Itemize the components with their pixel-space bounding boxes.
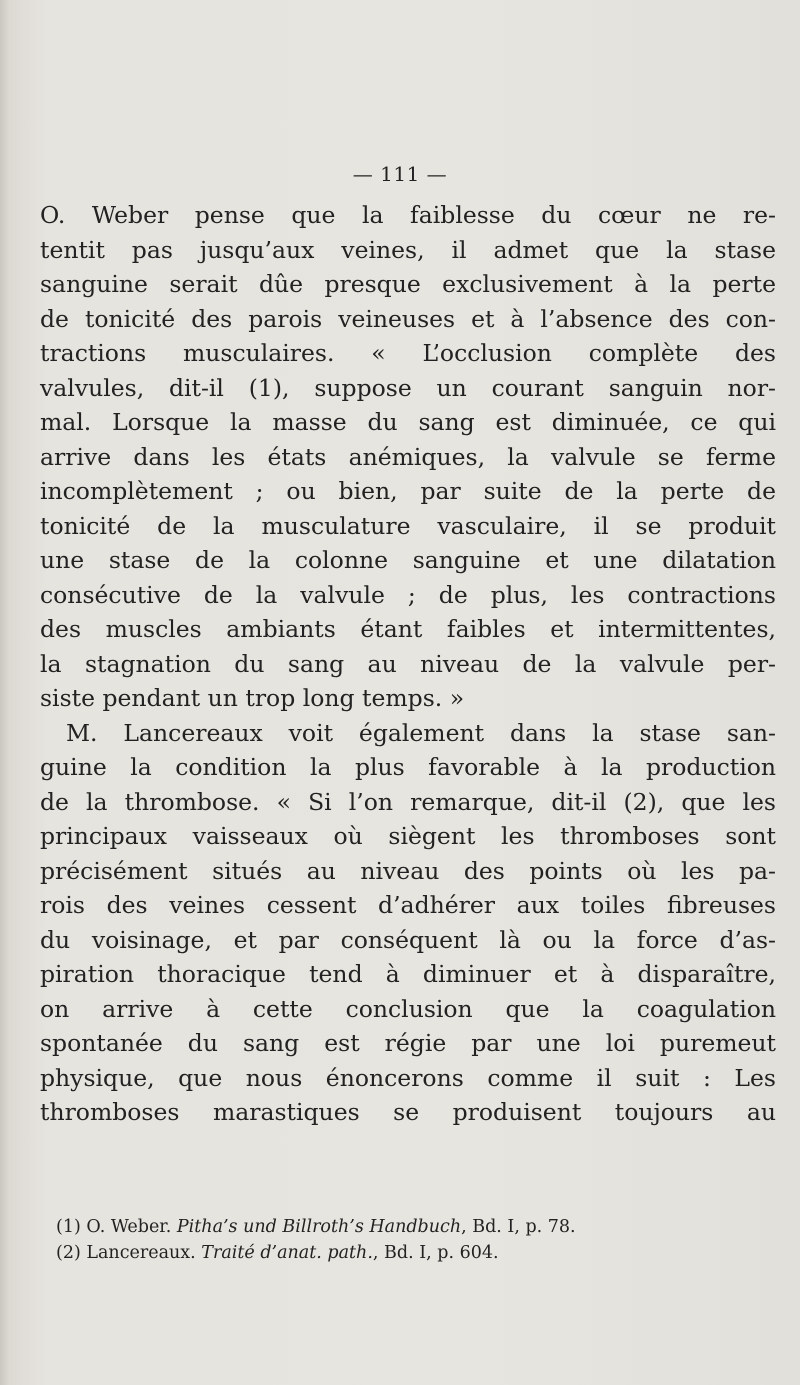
- text-line: précisément situés au niveau des points où les pa-: [40, 856, 776, 885]
- text-line: arrive dans les états anémiques, la valvule se ferme: [40, 442, 776, 471]
- text-line: des muscles ambiants étant faibles et intermittentes,: [40, 615, 776, 643]
- text-line: sanguine serait dûe presque exclusivement à la perte: [40, 270, 776, 298]
- footnote-mark: (1): [56, 1217, 81, 1237]
- footnote-author: O. Weber.: [86, 1217, 172, 1237]
- text-line: mal. Lorsque la masse du sang est diminuée, ce qui: [40, 408, 776, 436]
- page-number: — 111 —: [352, 162, 448, 186]
- text-line: de tonicité des parois veineuses et à l’absence des con-: [40, 304, 776, 333]
- text-line: thromboses marastiques se produisent toujours au: [40, 1098, 776, 1126]
- footnote: [56, 1214, 776, 1240]
- footnote-work: Pitha’s und Billroth’s Handbuch: [176, 1217, 462, 1237]
- text-line: rois des veines cessent d’adhérer aux toiles fibreuses: [40, 891, 776, 919]
- text-line: siste pendant un trop long temps. »: [40, 684, 465, 712]
- footnote-mark: (2): [56, 1243, 81, 1263]
- text-line: incomplètement ; ou bien, par suite de la perte de: [40, 477, 776, 505]
- footnote-author: Lancereaux.: [86, 1243, 196, 1263]
- text-line: valvules, dit-il (1), suppose un courant sanguin nor-: [40, 373, 776, 402]
- text-line: on arrive à cette conclusion que la coagulation: [40, 994, 776, 1023]
- text-line: O. Weber pense que la faiblesse du cœur ne re-: [40, 201, 776, 229]
- text-line: M. Lancereaux voit également dans la stase san-: [66, 718, 776, 747]
- footnotes: [56, 1214, 776, 1266]
- footnote-ref: , Bd. I, p. 78.: [461, 1217, 576, 1237]
- text-line: du voisinage, et par conséquent là ou la force d’as-: [40, 925, 776, 954]
- text-line: tonicité de la musculature vasculaire, il se produit: [40, 511, 776, 540]
- page-binding-edge: [0, 0, 10, 1385]
- body-text: [40, 198, 776, 1130]
- text-line: piration thoracique tend à diminuer et à disparaître,: [40, 960, 776, 988]
- text-line: consécutive de la valvule ; de plus, les contractions: [40, 580, 776, 609]
- footnote-work: Traité d’anat. path.: [201, 1243, 373, 1263]
- text-line: la stagnation du sang au niveau de la valvule per-: [40, 649, 776, 678]
- text-line: tractions musculaires. « L’occlusion complète des: [40, 339, 776, 367]
- footnote-ref: , Bd. I, p. 604.: [372, 1243, 499, 1263]
- text-line: physique, que nous énoncerons comme il suit : Les: [40, 1063, 776, 1092]
- text-line: spontanée du sang est régie par une loi puremeut: [40, 1029, 776, 1057]
- text-line: guine la condition la plus favorable à la production: [40, 753, 776, 781]
- text-line: de la thrombose. « Si l’on remarque, dit-il (2), que les: [40, 787, 776, 816]
- text-line: principaux vaisseaux où siègent les thromboses sont: [40, 822, 776, 850]
- text-line: tentit pas jusqu’aux veines, il admet que la stase: [40, 235, 776, 264]
- text-line: une stase de la colonne sanguine et une dilatation: [40, 546, 776, 574]
- footnote: [56, 1240, 776, 1266]
